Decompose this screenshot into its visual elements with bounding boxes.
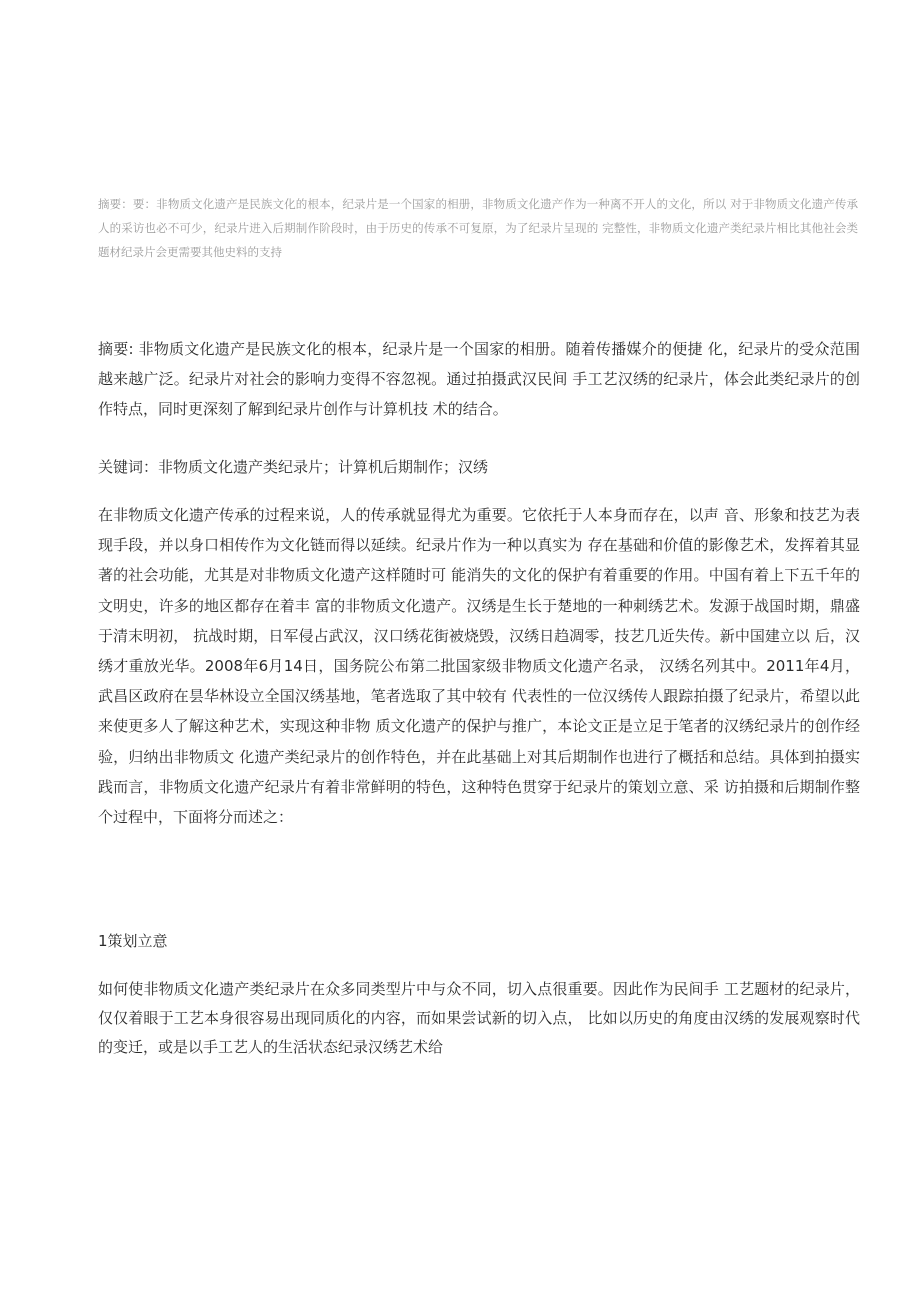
abstract-paragraph: 摘要: 非物质文化遗产是民族文化的根本，纪录片是一个国家的相册。随着传播媒介的便捷 化，纪录片的受众范围越来越广泛。纪录片对社会的影响力变得不容忽视。通过拍摄武汉民间 手工艺汉绣的纪录片，体会此类纪录片的创作特点，同时更深刻了解到纪录片创作与计算机技 术的结合。 xyxy=(98,340,860,418)
introduction-paragraph: 在非物质文化遗产传承的过程来说，人的传承就显得尤为重要。它依托于人本身而存在，以声 音、形象和技艺为表现手段，并以身口相传作为文化链而得以延续。纪录片作为一种以真实为 存在基础和价值的影像艺术，发挥着其显著的社会功能，尤其是对非物质文化遗产这样随时可 能消失的文化的保护有着重要的作用。中国有着上下五千年的文明史，许多的地区都存在着丰 富的非物质文化遗产。汉绣是生长于楚地的一种刺绣艺术。发源于战国时期，鼎盛于清末明初， 抗战时期，日军侵占武汉，汉口绣花街被烧毁，汉绣日趋凋零，技艺几近失传。新中国建立以 后，汉绣才重放光华。2008年6月14日，国务院公布第二批国家级非物质文化遗产名录， 汉绣名列其中。2011年4月，武昌区政府在昙华林设立全国汉绣基地，笔者选取了其中较有 代表性的一位汉绣传人跟踪拍摄了纪录片，希望以此来使更多人了解这种艺术，实现这种非物 质文化遗产的保护与推广，本论文正是立足于笔者的汉绣纪录片的创作经验，归纳出非物质文 化遗产类纪录片的创作特色，并在此基础上对其后期制作也进行了概括和总结。具体到拍摄实 践而言，非物质文化遗产纪录片有着非常鲜明的特色，这种特色贯穿于纪录片的策划立意、采 访拍摄和后期制作整个过程中，下面将分而述之： xyxy=(98,506,860,827)
page-summary: 摘要：要：非物质文化遗产是民族文化的根本，纪录片是一个国家的相册，非物质文化遗产作为一种离不开人的文化，所以 对于非物质文化遗产传承人的采访也必不可少，纪录片进入后期制作阶段时，由于历史的传承不可复原，为了纪录片呈现的 完整性，非物质文化遗产类纪录片相比其他社会类题材纪录片会更需要其他史料的支持 xyxy=(98,197,858,259)
keywords-line: 关键词：非物质文化遗产类纪录片；计算机后期制作；汉绣 xyxy=(98,458,489,476)
section-paragraph: 如何使非物质文化遗产类纪录片在众多同类型片中与众不同，切入点很重要。因此作为民间手 工艺题材的纪录片，仅仅着眼于工艺本身很容易出现同质化的内容，而如果尝试新的切入点， 比如以历史的角度由汉绣的发展观察时代的变迁，或是以手工艺人的生活状态纪录汉绣艺术给 xyxy=(98,980,860,1056)
section-heading: 1策划立意 xyxy=(98,932,168,950)
